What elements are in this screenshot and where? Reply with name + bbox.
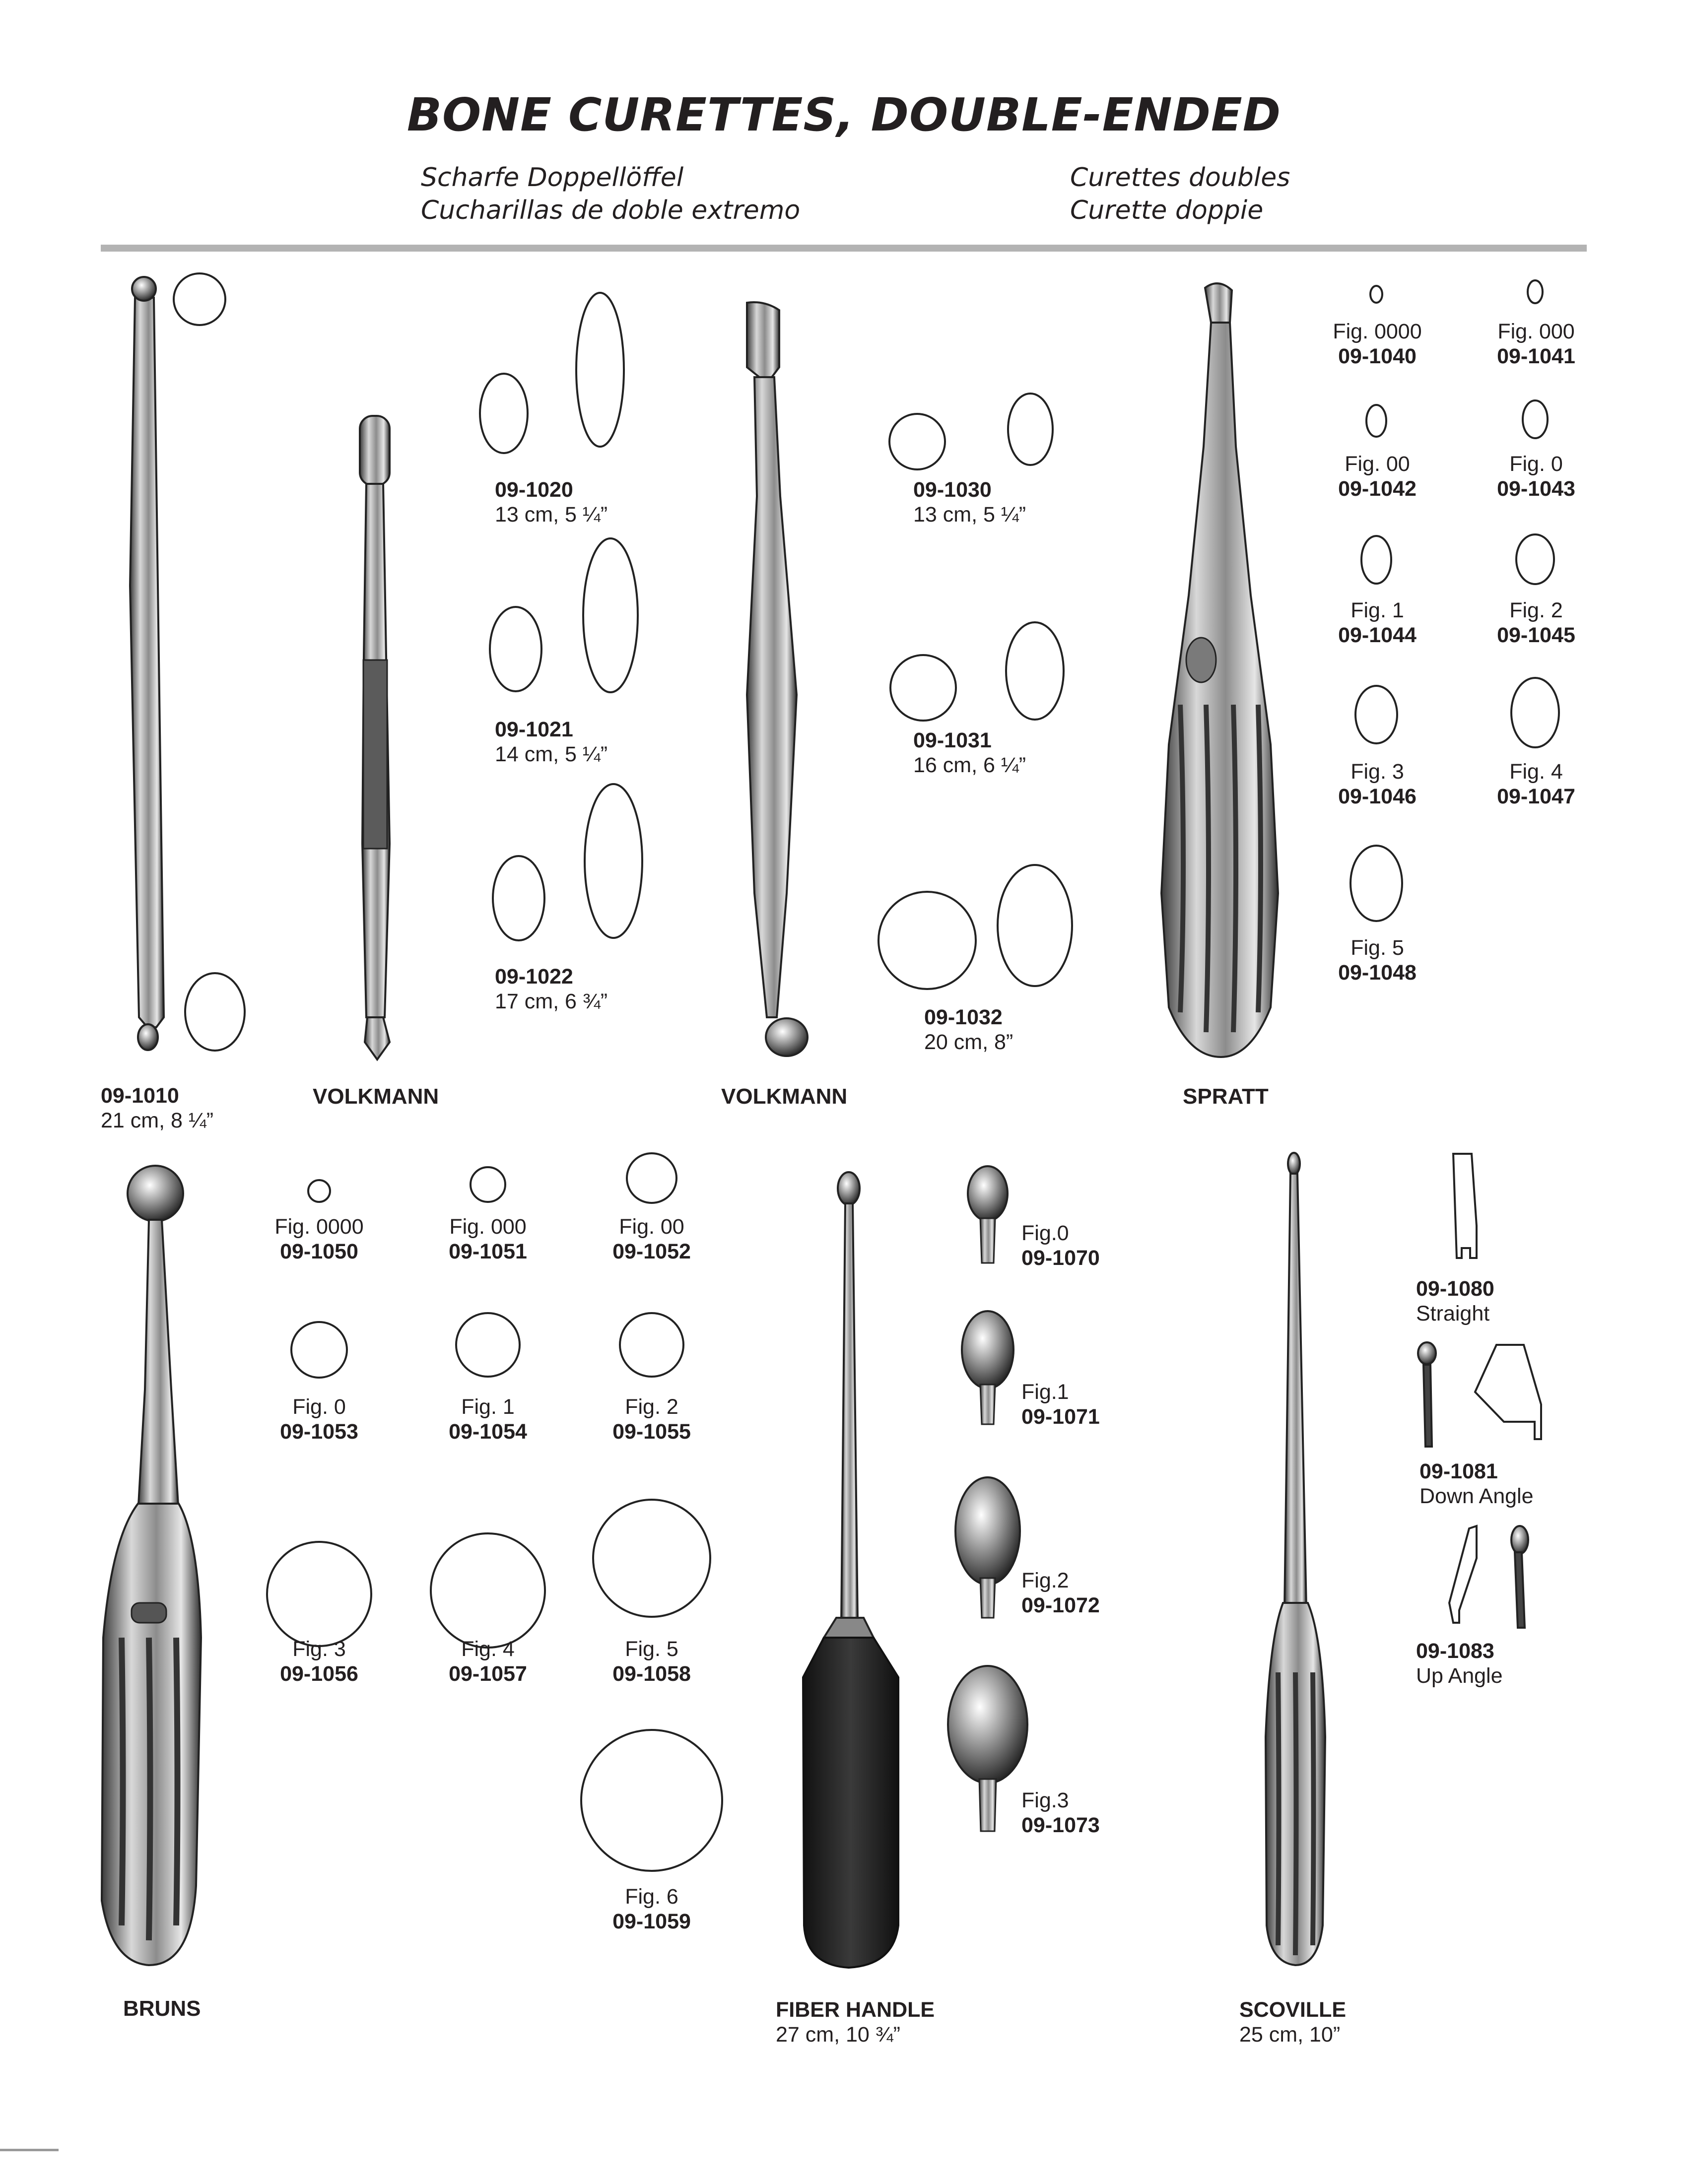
- spratt-fig-label: Fig. 5 09-1048: [1338, 936, 1417, 985]
- scoville-variant-label: 09-1083 Up Angle: [1416, 1639, 1503, 1688]
- spratt-name: SPRATT: [1183, 1084, 1269, 1109]
- spratt-fig-label: Fig. 00 09-1042: [1338, 452, 1417, 501]
- bruns-fig-label: Fig. 0000 09-1050: [274, 1215, 364, 1263]
- spratt-fig-label: Fig. 3 09-1046: [1338, 760, 1417, 808]
- subtitle-french: Curettes doubles: [1070, 163, 1290, 193]
- bruns-fig-label: Fig. 00 09-1052: [612, 1215, 691, 1263]
- item-code: 09-1020: [495, 478, 573, 502]
- item-size: 14 cm, 5 ¼”: [495, 742, 608, 766]
- item-name: FIBER HANDLE: [776, 1998, 935, 2022]
- bruns-fig-label: Fig. 3 09-1056: [280, 1637, 358, 1686]
- bruns-fig-label: Fig. 6 09-1059: [612, 1885, 691, 1933]
- fiber-fig-label: Fig.3 09-1073: [1021, 1788, 1100, 1837]
- volkmann-a-size-2: [495, 717, 608, 767]
- spratt-fig-label: Fig. 0 09-1043: [1497, 452, 1575, 501]
- item-code: 09-1030: [913, 478, 992, 502]
- volkmann-b-size-2: [913, 728, 1026, 778]
- fiber-fig-label: Fig.1 09-1071: [1021, 1380, 1100, 1429]
- spratt-fig-label: Fig. 1 09-1044: [1338, 598, 1417, 647]
- spratt-fig-label: Fig. 0000 09-1040: [1333, 320, 1422, 368]
- item-size: 20 cm, 8”: [924, 1030, 1013, 1054]
- fiber-fig-label: Fig.2 09-1072: [1021, 1569, 1100, 1617]
- item-name: SCOVILLE: [1239, 1998, 1347, 2022]
- fiber-handle-label: [776, 1997, 935, 2047]
- subtitle-italian: Curette doppie: [1070, 196, 1264, 225]
- scoville-label: [1239, 1997, 1346, 2047]
- item-code: 09-1010: [101, 1084, 179, 1108]
- spratt-fig-label: Fig. 000 09-1041: [1497, 320, 1575, 368]
- item-size: 13 cm, 5 ¼”: [495, 503, 608, 527]
- volkmann-b-size-3: [924, 1005, 1013, 1055]
- item-size: 16 cm, 6 ¼”: [913, 753, 1026, 777]
- item-size: 27 cm, 10 ¾”: [776, 2023, 900, 2047]
- fiber-tip-illustrations: [948, 1166, 1027, 1831]
- bruns-fig-label: Fig. 5 09-1058: [612, 1637, 691, 1686]
- scoville-variant-label: 09-1081 Down Angle: [1419, 1459, 1534, 1508]
- bruns-fig-label: Fig. 1 09-1054: [449, 1395, 527, 1444]
- item-code: 09-1022: [495, 965, 573, 989]
- volkmann-b-name: VOLKMANN: [721, 1084, 848, 1109]
- subtitle-spanish: Cucharillas de doble extremo: [421, 196, 801, 225]
- bruns-fig-label: Fig. 0 09-1053: [280, 1395, 358, 1444]
- item-code: 09-1021: [495, 718, 573, 741]
- spratt-fig-label: Fig. 2 09-1045: [1497, 598, 1575, 647]
- volkmann-a-size-1: [495, 477, 608, 527]
- curette-1010-illustration: [130, 277, 164, 1050]
- tip-outline: [174, 273, 225, 325]
- volkmann-b-illustration: [747, 302, 808, 1056]
- spratt-illustration: [1161, 283, 1278, 1057]
- spratt-fig-label: Fig. 4 09-1047: [1497, 760, 1575, 808]
- volkmann-a-name: VOLKMANN: [313, 1084, 439, 1109]
- tip-outline: [185, 973, 245, 1051]
- bruns-fig-label: Fig. 000 09-1051: [449, 1215, 527, 1263]
- item-size: 17 cm, 6 ¾”: [495, 990, 608, 1013]
- item-code: 09-1032: [924, 1005, 1003, 1029]
- fiber-handle-illustration: [803, 1172, 898, 1968]
- subtitle-german: Scharfe Doppellöffel: [421, 163, 684, 193]
- bruns-fig-label: Fig. 2 09-1055: [612, 1395, 691, 1444]
- bruns-name: BRUNS: [123, 1996, 201, 2021]
- corner-mark: [0, 2149, 59, 2151]
- volkmann-b-size-1: [913, 477, 1026, 527]
- page-title: BONE CURETTES, DOUBLE-ENDED: [406, 88, 1282, 141]
- scoville-tip-illustrations: [1418, 1154, 1541, 1628]
- item-size: 13 cm, 5 ¼”: [913, 503, 1026, 527]
- bruns-fig-label: Fig. 4 09-1057: [449, 1637, 527, 1686]
- scoville-variant-label: 09-1080 Straight: [1416, 1277, 1494, 1325]
- bruns-illustration: [102, 1166, 201, 1965]
- scoville-illustration: [1266, 1153, 1325, 1965]
- volkmann-a-illustration: [360, 416, 390, 1059]
- item-size: 25 cm, 10”: [1239, 2023, 1341, 2047]
- fiber-fig-label: Fig.0 09-1070: [1021, 1221, 1100, 1270]
- volkmann-a-size-3: [495, 964, 608, 1014]
- item-09-1010-label: [101, 1083, 213, 1133]
- item-size: 21 cm, 8 ¼”: [101, 1109, 214, 1132]
- item-code: 09-1031: [913, 728, 992, 752]
